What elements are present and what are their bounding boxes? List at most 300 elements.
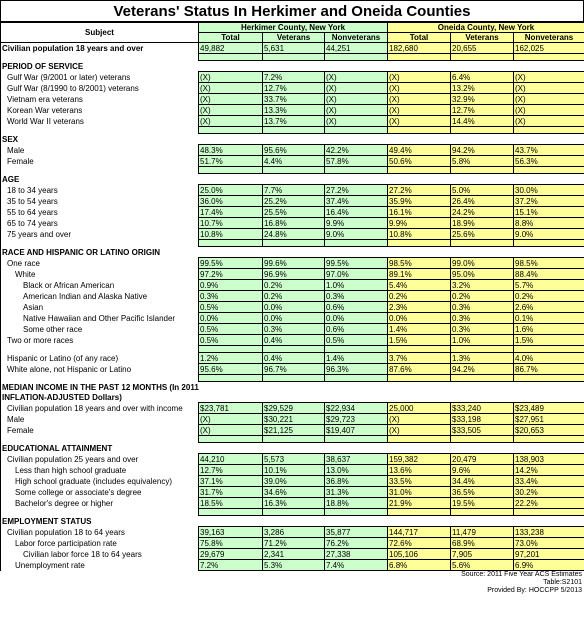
row-label: Gulf War (9/2001 or later) veterans [1, 72, 199, 83]
table-cell: 31.0% [388, 487, 451, 498]
table-cell: 26.4% [451, 196, 514, 207]
table-row [1, 364, 584, 375]
table-cell: (X) [325, 83, 388, 94]
table-cell: 5.0% [451, 185, 514, 196]
table-row [1, 269, 584, 280]
table-cell: $23,781 [199, 403, 263, 414]
table-cell: 22.2% [514, 498, 584, 509]
provided-by: Provided By: HOCCPP 5/2013 [487, 587, 582, 594]
table-cell: 5,631 [263, 43, 325, 54]
table-cell: 3.7% [388, 353, 451, 364]
spacer-cell [199, 509, 263, 516]
section-row [1, 443, 584, 454]
table-cell: 9.9% [325, 218, 388, 229]
row-label: Vietnam era veterans [1, 94, 199, 105]
table-cell: $29,723 [325, 414, 388, 425]
row-label: Less than high school graduate [1, 465, 199, 476]
source-note: Source: 2011 Five Year ACS Estimates [461, 571, 582, 578]
section-row [1, 61, 584, 72]
table-cell: 182,680 [388, 43, 451, 54]
table-cell: 86.7% [514, 364, 584, 375]
table-cell: 96.3% [325, 364, 388, 375]
table-cell: 16.3% [263, 498, 325, 509]
table-cell: $20,653 [514, 425, 584, 436]
table-cell: 24.8% [263, 229, 325, 240]
table-cell: $22,934 [325, 403, 388, 414]
spacer-cell [1, 346, 199, 353]
spacer-cell [451, 54, 514, 61]
spacer-cell [263, 127, 325, 134]
table-cell: 39.0% [263, 476, 325, 487]
spacer-cell [1, 167, 199, 174]
table-row [1, 72, 584, 83]
table-cell: 13.7% [263, 116, 325, 127]
table-row [1, 403, 584, 414]
spacer-cell [1, 375, 199, 382]
table-cell: 6.8% [388, 560, 451, 571]
table-cell: 1.0% [325, 280, 388, 291]
table-row [1, 196, 584, 207]
table-cell: 0.3% [263, 324, 325, 335]
table-cell: (X) [388, 94, 451, 105]
row-label: Black or African American [1, 280, 199, 291]
row-label: Female [1, 156, 199, 167]
table-cell: (X) [199, 414, 263, 425]
table-cell: $21,125 [263, 425, 325, 436]
table-cell: (X) [325, 105, 388, 116]
table-cell: 96.9% [263, 269, 325, 280]
table-cell: (X) [325, 94, 388, 105]
table-cell: 16.8% [263, 218, 325, 229]
section-title: EMPLOYMENT STATUS [1, 516, 584, 527]
table-cell: 1.4% [388, 324, 451, 335]
table-cell: 21.9% [388, 498, 451, 509]
table-cell: (X) [514, 116, 584, 127]
table-cell: (X) [514, 105, 584, 116]
spacer-cell [388, 240, 451, 247]
spacer-cell [199, 240, 263, 247]
table-cell: 18.8% [325, 498, 388, 509]
row-label: World War II veterans [1, 116, 199, 127]
table-cell: 159,382 [388, 454, 451, 465]
table-cell: 0.2% [451, 291, 514, 302]
table-row [1, 425, 584, 436]
table-cell: 4.0% [514, 353, 584, 364]
table-cell: 0.9% [199, 280, 263, 291]
spacer-cell [263, 240, 325, 247]
table-cell: 1.6% [514, 324, 584, 335]
spacer-row [1, 436, 584, 443]
table-row [1, 229, 584, 240]
section-title: SEX [1, 134, 584, 145]
table-cell: 94.2% [451, 364, 514, 375]
table-cell: $30,221 [263, 414, 325, 425]
spacer-cell [325, 346, 388, 353]
row-label: Civilian population 25 years and over [1, 454, 199, 465]
spacer-cell [451, 375, 514, 382]
table-id: Table:S2101 [543, 579, 582, 586]
table-row [1, 560, 584, 571]
table-cell: 20,479 [451, 454, 514, 465]
row-label: Korean War veterans [1, 105, 199, 116]
table-cell: (X) [514, 72, 584, 83]
table-row [1, 313, 584, 324]
section-row [1, 392, 584, 403]
row-label: Civilian population 18 to 64 years [1, 527, 199, 538]
table-cell: 98.5% [388, 258, 451, 269]
spacer-cell [199, 127, 263, 134]
page-title: Veterans' Status In Herkimer and Oneida Counties [0, 0, 584, 22]
table-cell: 14.4% [451, 116, 514, 127]
spacer-cell [325, 436, 388, 443]
spacer-cell [263, 346, 325, 353]
spacer-cell [514, 127, 584, 134]
col-header: Nonveterans [325, 33, 388, 43]
table-cell: 27,338 [325, 549, 388, 560]
table-row [1, 185, 584, 196]
table-cell: 96.7% [263, 364, 325, 375]
table-cell: 25,000 [388, 403, 451, 414]
spacer-cell [325, 509, 388, 516]
section-title: AGE [1, 174, 584, 185]
table-cell: 4.4% [263, 156, 325, 167]
table-cell: 0.5% [199, 324, 263, 335]
table-cell: 0.6% [325, 324, 388, 335]
spacer-cell [388, 509, 451, 516]
table-cell: 1.5% [514, 335, 584, 346]
table-cell: (X) [514, 94, 584, 105]
table-cell: 35.9% [388, 196, 451, 207]
table-cell: 50.6% [388, 156, 451, 167]
section-title: MEDIAN INCOME IN THE PAST 12 MONTHS (In 2011 [1, 382, 584, 393]
table-cell: 9.0% [514, 229, 584, 240]
spacer-cell [514, 375, 584, 382]
col-header: Total [199, 33, 263, 43]
spacer-cell [263, 509, 325, 516]
spacer-row [1, 127, 584, 134]
spacer-cell [451, 167, 514, 174]
table-row [1, 324, 584, 335]
table-cell: 31.7% [199, 487, 263, 498]
table-cell: (X) [388, 105, 451, 116]
table-cell: 0.3% [325, 291, 388, 302]
row-label: White alone, not Hispanic or Latino [1, 364, 199, 375]
table-cell: $27,951 [514, 414, 584, 425]
section-row [1, 174, 584, 185]
spacer-cell [325, 127, 388, 134]
table-cell: 29,679 [199, 549, 263, 560]
table-cell: 13.6% [388, 465, 451, 476]
table-cell: 20,655 [451, 43, 514, 54]
row-label: Some college or associate's degree [1, 487, 199, 498]
spacer-cell [514, 54, 584, 61]
section-title: PERIOD OF SERVICE [1, 61, 584, 72]
table-cell: 73.0% [514, 538, 584, 549]
table-cell: 1.0% [451, 335, 514, 346]
table-cell: 97.0% [325, 269, 388, 280]
table-cell: 9.6% [451, 465, 514, 476]
spacer-cell [451, 240, 514, 247]
table-cell: 30.0% [514, 185, 584, 196]
spacer-cell [199, 375, 263, 382]
table-row [1, 116, 584, 127]
spacer-row [1, 509, 584, 516]
spacer-cell [388, 127, 451, 134]
spacer-cell [325, 240, 388, 247]
table-cell: $29,529 [263, 403, 325, 414]
table-cell: 97.2% [199, 269, 263, 280]
table-cell: (X) [199, 72, 263, 83]
col-header: Total [388, 33, 451, 43]
row-label: Civilian labor force 18 to 64 years [1, 549, 199, 560]
table-row [1, 218, 584, 229]
table-cell: 34.4% [451, 476, 514, 487]
table-cell: 13.3% [263, 105, 325, 116]
table-cell: 0.4% [263, 335, 325, 346]
table-cell: 97,201 [514, 549, 584, 560]
table-row [1, 302, 584, 313]
table-cell: 10.1% [263, 465, 325, 476]
table-cell: 0.2% [514, 291, 584, 302]
table-cell: 88.4% [514, 269, 584, 280]
row-label: Civilian population 18 years and over [1, 43, 199, 54]
table-row [1, 527, 584, 538]
table-cell: (X) [388, 116, 451, 127]
row-label: Asian [1, 302, 199, 313]
table-cell: 42.2% [325, 145, 388, 156]
table-cell: 36.8% [325, 476, 388, 487]
spacer-cell [514, 346, 584, 353]
table-cell: 48.3% [199, 145, 263, 156]
table-cell: 0.0% [199, 313, 263, 324]
spacer-cell [199, 436, 263, 443]
row-label: 35 to 54 years [1, 196, 199, 207]
row-label: Male [1, 414, 199, 425]
row-label: Unemployment rate [1, 560, 199, 571]
herkimer-header: Herkimer County, New York [199, 23, 388, 33]
oneida-header: Oneida County, New York [388, 23, 584, 33]
row-label: One race [1, 258, 199, 269]
spacer-cell [451, 509, 514, 516]
table-cell: 10.8% [199, 229, 263, 240]
table-cell: 34.6% [263, 487, 325, 498]
row-label: 18 to 34 years [1, 185, 199, 196]
table-cell: 105,106 [388, 549, 451, 560]
table-row [1, 476, 584, 487]
row-label: Civilian population 18 years and over with income [1, 403, 199, 414]
row-label: Two or more races [1, 335, 199, 346]
table-cell: 99.5% [325, 258, 388, 269]
table-cell: 99.6% [263, 258, 325, 269]
table-cell: 15.1% [514, 207, 584, 218]
table-cell: 7.2% [263, 72, 325, 83]
veterans-table [0, 22, 584, 571]
table-row [1, 145, 584, 156]
table-cell: 32.9% [451, 94, 514, 105]
table-cell: 7.4% [325, 560, 388, 571]
table-cell: 37.1% [199, 476, 263, 487]
table-cell: 9.0% [325, 229, 388, 240]
table-cell: 7.7% [263, 185, 325, 196]
table-row [1, 43, 584, 54]
table-cell: 25.0% [199, 185, 263, 196]
table-cell: 144,717 [388, 527, 451, 538]
table-cell: 0.3% [199, 291, 263, 302]
row-label: Hispanic or Latino (of any race) [1, 353, 199, 364]
table-cell: 5.3% [263, 560, 325, 571]
spacer-row [1, 54, 584, 61]
table-row [1, 487, 584, 498]
table-cell: $23,489 [514, 403, 584, 414]
table-cell: 0.5% [199, 335, 263, 346]
table-cell: 95.6% [199, 364, 263, 375]
table-cell: 0.4% [263, 353, 325, 364]
table-cell: 1.2% [199, 353, 263, 364]
table-cell: 133,238 [514, 527, 584, 538]
table-cell: 0.3% [451, 324, 514, 335]
section-title: EDUCATIONAL ATTAINMENT [1, 443, 584, 454]
table-cell: 30.2% [514, 487, 584, 498]
table-cell: 1.4% [325, 353, 388, 364]
table-cell: 9.9% [388, 218, 451, 229]
spacer-cell [514, 240, 584, 247]
table-cell: 16.4% [325, 207, 388, 218]
table-cell: 24.2% [451, 207, 514, 218]
table-cell: 18.9% [451, 218, 514, 229]
table-cell: 33.7% [263, 94, 325, 105]
table-cell: 1.3% [451, 353, 514, 364]
row-label: Male [1, 145, 199, 156]
table-cell: 27.2% [325, 185, 388, 196]
table-cell: (X) [388, 425, 451, 436]
table-cell: (X) [388, 83, 451, 94]
table-cell: (X) [199, 94, 263, 105]
table-cell: 76.2% [325, 538, 388, 549]
row-label: Bachelor's degree or higher [1, 498, 199, 509]
table-cell: 12.7% [263, 83, 325, 94]
table-cell: 5.7% [514, 280, 584, 291]
spacer-cell [1, 436, 199, 443]
section-row [1, 382, 584, 393]
spacer-cell [199, 346, 263, 353]
spacer-cell [1, 509, 199, 516]
table-cell: 89.1% [388, 269, 451, 280]
table-cell: 87.6% [388, 364, 451, 375]
table-row [1, 280, 584, 291]
spacer-cell [1, 127, 199, 134]
table-cell: $33,198 [451, 414, 514, 425]
spacer-cell [325, 54, 388, 61]
table-cell: 162,025 [514, 43, 584, 54]
table-cell: 44,210 [199, 454, 263, 465]
row-label: 55 to 64 years [1, 207, 199, 218]
table-cell: 5,573 [263, 454, 325, 465]
table-cell: 16.1% [388, 207, 451, 218]
table-cell: 19.5% [451, 498, 514, 509]
spacer-cell [263, 54, 325, 61]
table-cell: 0.0% [325, 313, 388, 324]
table-cell: 0.3% [451, 302, 514, 313]
table-cell: 2,341 [263, 549, 325, 560]
row-label: American Indian and Alaska Native [1, 291, 199, 302]
table-cell: (X) [388, 414, 451, 425]
spacer-cell [1, 54, 199, 61]
table-cell: 3.2% [451, 280, 514, 291]
table-cell: 0.0% [263, 302, 325, 313]
table-cell: 33.4% [514, 476, 584, 487]
table-row [1, 207, 584, 218]
table-row [1, 94, 584, 105]
table-cell: (X) [325, 72, 388, 83]
table-cell: 68.9% [451, 538, 514, 549]
table-row [1, 335, 584, 346]
table-cell: (X) [199, 425, 263, 436]
table-cell: 51.7% [199, 156, 263, 167]
table-cell: 99.0% [451, 258, 514, 269]
table-cell: 5.8% [451, 156, 514, 167]
subject-header: Subject [1, 23, 199, 43]
table-cell: 43.7% [514, 145, 584, 156]
table-cell: 33.5% [388, 476, 451, 487]
footer [0, 571, 584, 595]
col-header: Nonveterans [514, 33, 584, 43]
table-cell: 0.2% [263, 291, 325, 302]
table-row [1, 105, 584, 116]
row-label: Some other race [1, 324, 199, 335]
table-cell: 10.7% [199, 218, 263, 229]
table-row [1, 538, 584, 549]
spacer-row [1, 167, 584, 174]
table-cell: 0.0% [263, 313, 325, 324]
table-cell: 37.4% [325, 196, 388, 207]
table-cell: 138,903 [514, 454, 584, 465]
table-cell: 49,882 [199, 43, 263, 54]
table-cell: 7,905 [451, 549, 514, 560]
table-row [1, 498, 584, 509]
row-label: High school graduate (includes equivalency) [1, 476, 199, 487]
table-cell: 0.5% [325, 335, 388, 346]
table-cell: 38,637 [325, 454, 388, 465]
table-cell: 56.3% [514, 156, 584, 167]
table-cell: 39,163 [199, 527, 263, 538]
table-cell: (X) [199, 116, 263, 127]
table-cell: 94.2% [451, 145, 514, 156]
table-cell: 99.5% [199, 258, 263, 269]
section-row [1, 134, 584, 145]
spacer-cell [514, 509, 584, 516]
table-cell: 10.8% [388, 229, 451, 240]
spacer-cell [263, 167, 325, 174]
table-cell: 0.0% [388, 313, 451, 324]
table-cell: 6.4% [451, 72, 514, 83]
table-cell: 57.8% [325, 156, 388, 167]
spacer-cell [451, 346, 514, 353]
table-cell: 13.2% [451, 83, 514, 94]
table-cell: 25.5% [263, 207, 325, 218]
spacer-cell [325, 167, 388, 174]
spacer-cell [388, 346, 451, 353]
table-cell: 3,286 [263, 527, 325, 538]
table-cell: 71.2% [263, 538, 325, 549]
spacer-cell [325, 375, 388, 382]
table-cell: 1.5% [388, 335, 451, 346]
table-cell: 12.7% [199, 465, 263, 476]
row-label: Female [1, 425, 199, 436]
spacer-cell [388, 54, 451, 61]
table-cell: 49.4% [388, 145, 451, 156]
spacer-cell [388, 436, 451, 443]
spacer-row [1, 240, 584, 247]
